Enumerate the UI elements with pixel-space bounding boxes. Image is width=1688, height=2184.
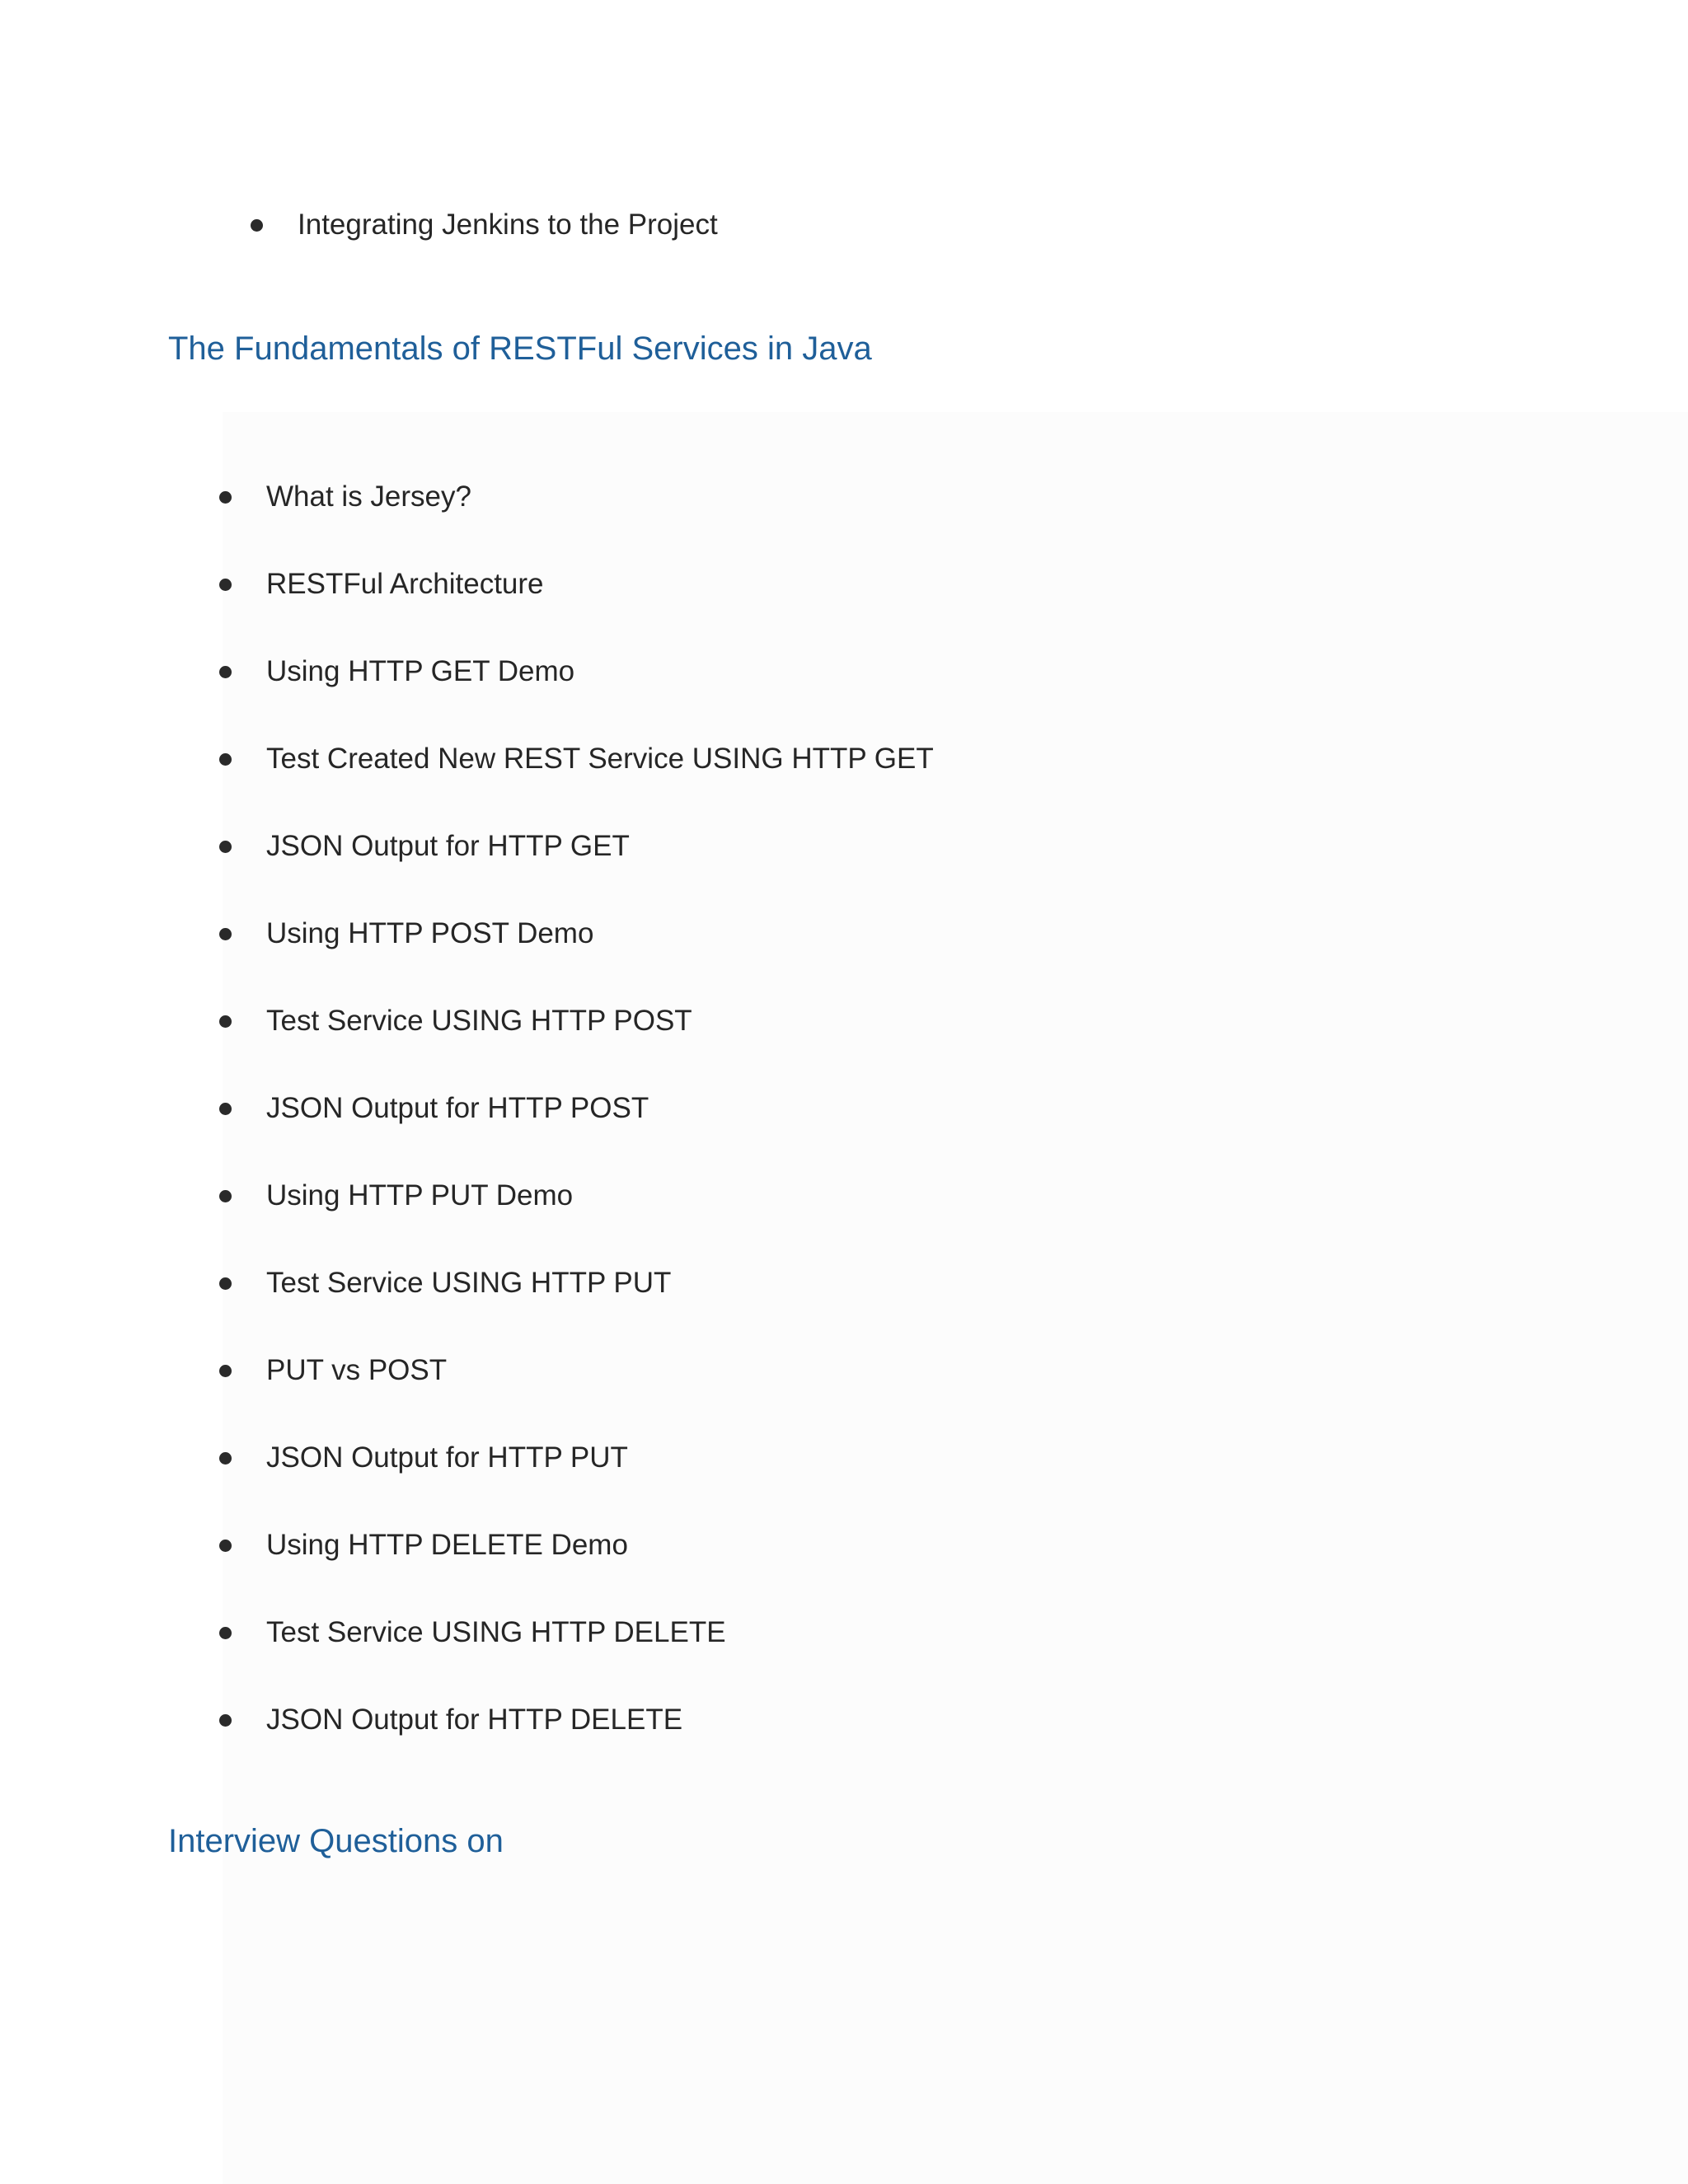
list-item-text: Test Created New REST Service USING HTTP GET [266,743,934,775]
bullet-icon [219,841,232,853]
list-item [219,1608,726,1657]
list-item-text: Integrating Jenkins to the Project [298,209,718,241]
list-item [219,1346,447,1395]
list-item [219,1171,573,1221]
list-item [219,996,692,1046]
bullet-icon [219,1452,232,1465]
list-item-text: JSON Output for HTTP DELETE [266,1704,683,1736]
list-item-text: What is Jersey? [266,480,471,513]
list-item [219,734,934,784]
list-item-text: JSON Output for HTTP POST [266,1092,649,1124]
list-item [219,472,471,522]
bullet-icon [219,1277,232,1290]
list-item [219,1521,628,1570]
list-item [219,1433,628,1483]
list-item-text: Test Service USING HTTP PUT [266,1267,672,1299]
list-item-text: JSON Output for HTTP PUT [266,1441,628,1474]
bullet-icon [219,666,232,678]
list-item [219,560,544,609]
bullet-icon [251,219,263,232]
list-item-text: Using HTTP DELETE Demo [266,1529,628,1561]
list-item-text: Using HTTP POST Demo [266,917,594,949]
bullet-icon [219,1540,232,1552]
bullet-icon [219,1190,232,1202]
bullet-icon [219,1015,232,1028]
bullet-icon [219,1627,232,1639]
bullet-icon [219,753,232,766]
bullet-icon [219,579,232,591]
list-item-text: JSON Output for HTTP GET [266,830,630,862]
list-item [219,1258,671,1308]
list-item-text: Test Service USING HTTP DELETE [266,1616,726,1648]
list-item [219,1084,649,1133]
list-item-text: Test Service USING HTTP POST [266,1005,692,1037]
list-item-text: RESTFul Architecture [266,568,544,600]
list-item-text: Using HTTP GET Demo [266,655,575,687]
list-item [251,200,718,250]
bullet-icon [219,1714,232,1727]
list-item [219,1695,682,1745]
list-item [219,647,574,696]
list-item [219,909,593,958]
section-heading: The Fundamentals of RESTFul Services in Java [168,330,872,367]
list-item [219,822,630,871]
bullet-icon [219,928,232,940]
section-heading: Interview Questions on [168,1823,504,1859]
bullet-icon [219,1365,232,1377]
list-item-text: Using HTTP PUT Demo [266,1179,574,1212]
list-item-text: PUT vs POST [266,1354,448,1386]
bullet-icon [219,1103,232,1115]
bullet-icon [219,491,232,504]
